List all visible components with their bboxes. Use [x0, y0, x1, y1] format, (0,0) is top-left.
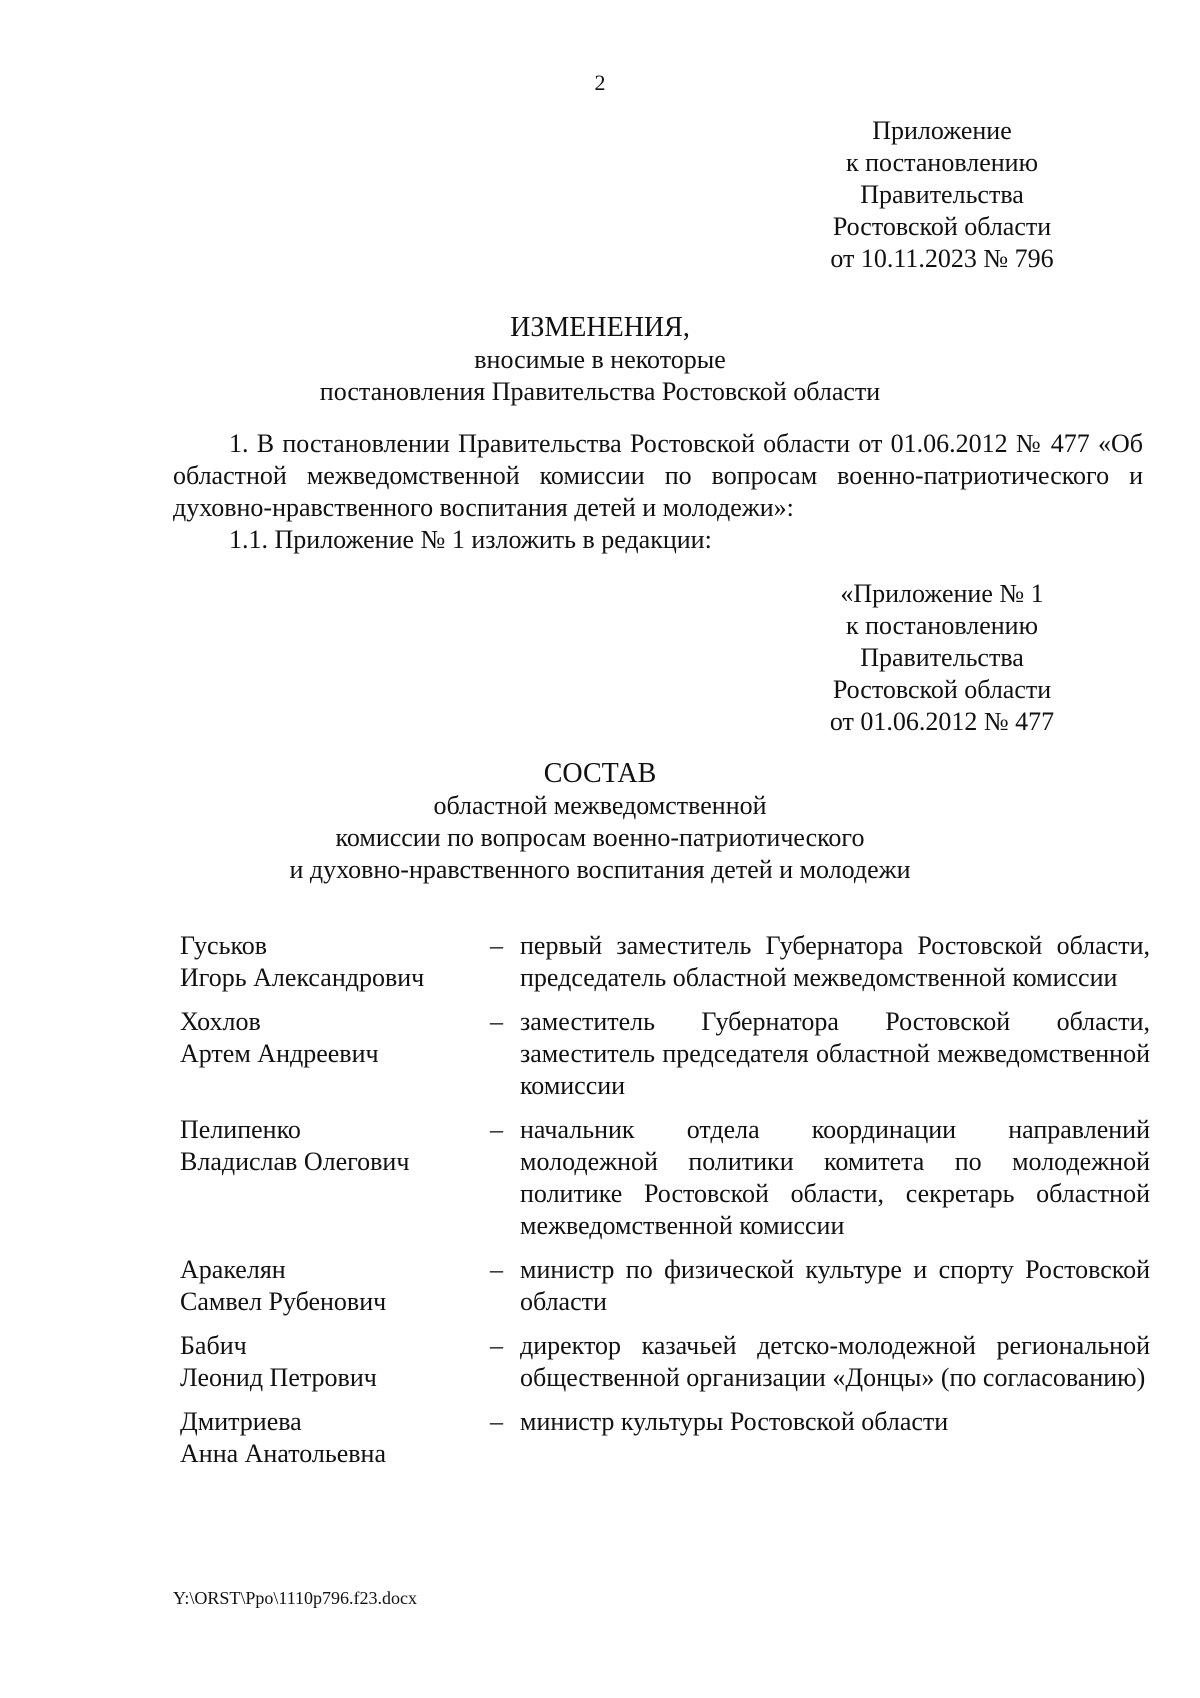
annex-line: «Приложение № 1: [840, 579, 1044, 608]
member-surname: Бабич: [180, 1331, 247, 1360]
footer-file-path: Y:\ORST\Ppo\1110p796.f23.docx: [173, 1588, 418, 1608]
member-dash: –: [490, 1007, 503, 1036]
members-list: [180, 930, 1150, 1482]
composition-heading: [0, 758, 1200, 886]
composition-subtitle-line: областной межведомственной: [433, 791, 767, 820]
annex-line: Правительства: [860, 643, 1024, 672]
member-dash: –: [490, 931, 503, 960]
member-surname: Пелипенко: [180, 1115, 301, 1144]
annex-line: к постановлению: [845, 611, 1039, 640]
member-position: начальник отдела координации направлений молодежной политики комитета по молодежной политике Ростовской области, секретарь областной межведомственной комиссии: [520, 1115, 1150, 1240]
paragraph-1-text: 1. В постановлении Правительства Ростовской области от 01.06.2012 № 477 «Об областной межведомственной комиссии по вопросам военно-патриотического и духовно-нравственного воспитания детей и молодежи»:: [173, 429, 1143, 522]
member-position: первый заместитель Губернатора Ростовской области, председатель областной межведомственной комиссии: [520, 931, 1150, 992]
member-row: [180, 930, 1150, 994]
member-position: министр по физической культуре и спорту Ростовской области: [520, 1255, 1150, 1316]
annex-line: Приложение: [872, 116, 1012, 145]
member-position: директор казачьей детско-молодежной региональной общественной организации «Донцы» (по согласованию): [520, 1331, 1150, 1392]
member-dash: –: [490, 1407, 503, 1436]
composition-title: СОСТАВ: [543, 758, 657, 789]
member-name: [180, 1006, 490, 1102]
member-given-names: Анна Анатольевна: [180, 1439, 386, 1468]
member-dash: –: [490, 1255, 503, 1284]
changes-subtitle-line: постановления Правительства Ростовской области: [319, 377, 881, 406]
annex-line: Ростовской области: [832, 675, 1052, 704]
annex-reference-second: [792, 578, 1092, 738]
member-surname: Дмитриева: [180, 1407, 302, 1436]
annex-line: Правительства: [860, 180, 1024, 209]
member-row: [180, 1006, 1150, 1102]
paragraph-1-1: [173, 524, 1143, 556]
annex-line: Ростовской области: [832, 212, 1052, 241]
member-dash: –: [490, 1331, 503, 1360]
changes-heading: [0, 312, 1200, 408]
page-number: 2: [594, 70, 606, 95]
member-given-names: Игорь Александрович: [180, 963, 425, 992]
member-surname: Хохлов: [180, 1007, 261, 1036]
member-name: [180, 1330, 490, 1394]
member-row: [180, 1254, 1150, 1318]
changes-subtitle-line: вносимые в некоторые: [474, 345, 726, 374]
member-given-names: Самвел Рубенович: [180, 1287, 387, 1316]
member-given-names: Леонид Петрович: [180, 1363, 377, 1392]
member-row: [180, 1114, 1150, 1242]
member-surname: Аракелян: [180, 1255, 286, 1284]
annex-line: к постановлению: [845, 148, 1039, 177]
member-dash: –: [490, 1115, 503, 1144]
composition-subtitle-line: и духовно-нравственного воспитания детей и молодежи: [289, 855, 911, 884]
member-position: заместитель Губернатора Ростовской области, заместитель председателя областной межведомственной комиссии: [520, 1007, 1150, 1100]
member-name: [180, 1406, 490, 1470]
changes-title: ИЗМЕНЕНИЯ,: [510, 312, 690, 343]
member-row: [180, 1330, 1150, 1394]
paragraph-1: [173, 428, 1143, 524]
annex-reference-top: [792, 115, 1092, 275]
annex-line: от 01.06.2012 № 477: [829, 707, 1055, 736]
member-name: [180, 1254, 490, 1318]
member-row: [180, 1406, 1150, 1470]
member-name: [180, 1114, 490, 1242]
member-name: [180, 930, 490, 994]
member-surname: Гуськов: [180, 931, 268, 960]
paragraph-1-1-text: 1.1. Приложение № 1 изложить в редакции:: [229, 525, 712, 554]
composition-subtitle-line: комиссии по вопросам военно-патриотического: [335, 823, 865, 852]
member-given-names: Владислав Олегович: [180, 1147, 410, 1176]
member-position: министр культуры Ростовской области: [520, 1407, 949, 1436]
annex-line: от 10.11.2023 № 796: [830, 244, 1054, 273]
member-given-names: Артем Андреевич: [180, 1039, 379, 1068]
